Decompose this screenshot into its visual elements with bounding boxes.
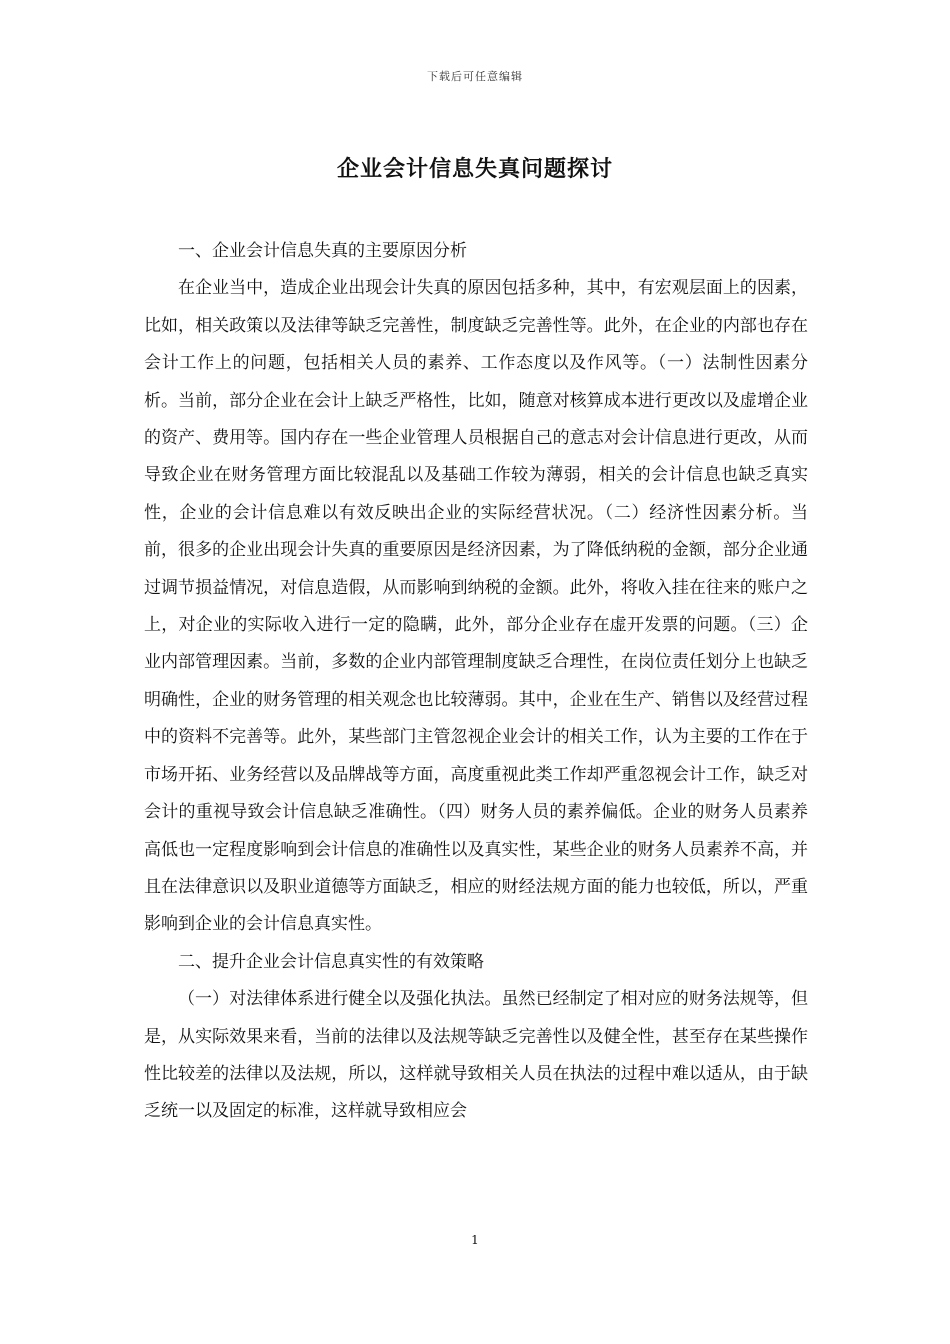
section-heading-2: 二、提升企业会计信息真实性的有效策略 [178,951,484,972]
document-title: 企业会计信息失真问题探讨 [336,156,613,182]
page-number: 1 [471,1233,479,1247]
section-paragraph-1: 在企业当中，造成企业出现会计失真的原因包括多种，其中，有宏观层面上的因素，比如，相关政策以及法律等缺乏完善性，制度缺乏完善性等。此外，在企业的内部也存在会计工作上的问题，包括相关人员的素养、工作态度以及作风等。（一）法制性因素分析。当前，部分企业在会计上缺乏严格性，比如，随意对核算成本进行更改以及虚增企业的资产、费用等。国内存在一些企业管理人员根据自己的意志对会计信息进行更改，从而导致企业在财务管理方面比较混乱以及基础工作较为薄弱，相关的会计信息也缺乏真实性，企业的会计信息难以有效反映出企业的实际经营状况。（二）经济性因素分析。当前，很多的企业出现会计失真的重要原因是经济因素，为了降低纳税的金额，部分企业通过调节损益情况，对信息造假，从而影响到纳税的金额。此外，将收入挂在往来的账户之上，对企业的实际收入进行一定的隐瞒，此外，部分企业存在虚开发票的问题。（三）企业内部管理因素。当前，多数的企业内部管理制度缺乏合理性，在岗位责任划分上也缺乏明确性，企业的财务管理的相关观念也比较薄弱。其中，企业在生产、销售以及经营过程中的资料不完善等。此外，某些部门主管忽视企业会计的相关工作，认为主要的工作在于市场开拓、业务经营以及品牌战等方面，高度重视此类工作却严重忽视会计工作，缺乏对会计的重视导致会计信息缺乏准确性。（四）财务人员的素养偏低。企业的财务人员素养高低也一定程度影响到会计信息的准确性以及真实性，某些企业的财务人员素养不高，并且在法律意识以及职业道德等方面缺乏，相应的财经法规方面的能力也较低，所以，严重影响到企业的会计信息真实性。 [144,278,808,935]
document-body [144,233,808,1131]
header-note: 下载后可任意编辑 [427,70,523,83]
section-heading-1: 一、企业会计信息失真的主要原因分析 [178,241,467,261]
section-paragraph-2: （一）对法律体系进行健全以及强化执法。虽然已经制定了相对应的财务法规等，但是，从实际效果来看，当前的法律以及法规等缺乏完善性以及健全性，甚至存在某些操作性比较差的法律以及法规，所以，这样就导致相关人员在执法的过程中难以适从，由于缺乏统一以及固定的标准，这样就导致相应会 [144,989,808,1122]
